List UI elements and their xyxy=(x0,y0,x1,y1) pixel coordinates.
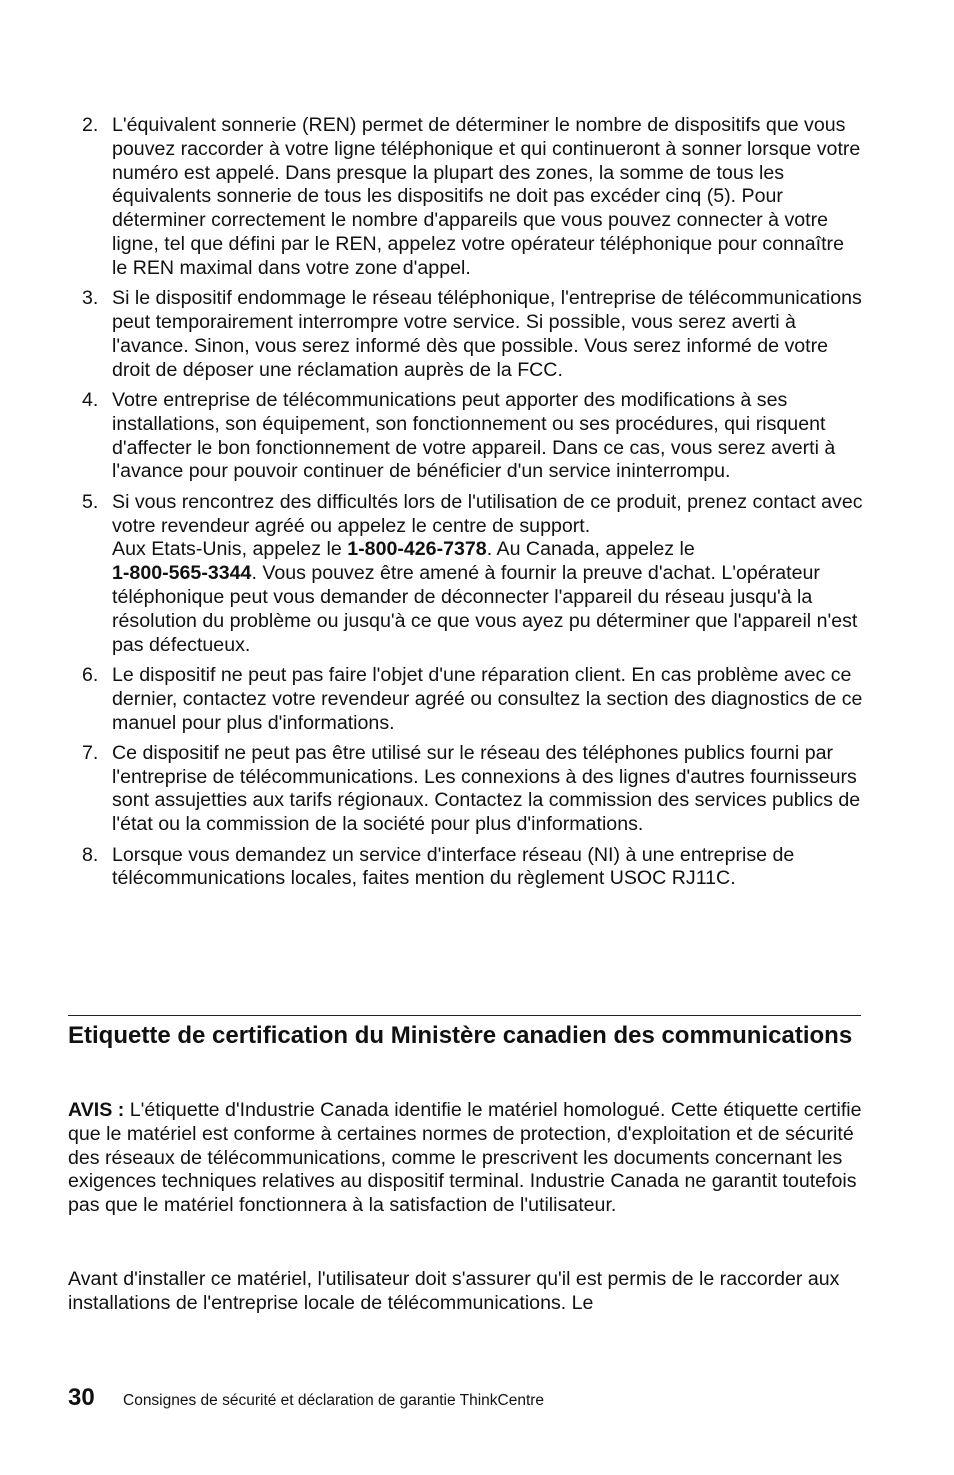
numbered-list xyxy=(68,114,863,898)
list-item-text: Le dispositif ne peut pas faire l'objet d'une réparation client. En cas problème avec ce dernier, contactez votre revendeur agréé ou consultez la section des diagnostics de ce manuel pour plus d'informations. xyxy=(112,663,863,734)
list-item-text: Si le dispositif endommage le réseau téléphonique, l'entreprise de télécommunications peut temporairement interrompre votre service. Si possible, vous serez averti à l'avance. Sinon, vous serez informé dès que possible. Vous serez informé de votre droit de déposer une réclamation auprès de la FCC. xyxy=(112,287,862,381)
installation-paragraph: Avant d'installer ce matériel, l'utilisateur doit s'assurer qu'il est permis de le raccorder aux installations de l'entreprise locale de télécommunications. Le xyxy=(68,1268,840,1314)
list-item-text: Votre entreprise de télécommunications peut apporter des modifications à ses installations, son équipement, son fonctionnement ou ses procédures, qui risquent d'affecter le bon fonctionnement de votre appareil. Dans ce cas, vous serez averti à l'avance pour pouvoir continuer de bénéficier d'un service ininterrompu. xyxy=(112,388,836,483)
list-item-text: Lorsque vous demandez un service d'interface réseau (NI) à une entreprise de télécommunications locales, faites mention du règlement USOC RJ11C. xyxy=(112,843,795,890)
list-item xyxy=(68,389,863,484)
notice-paragraph xyxy=(68,1099,863,1218)
section-divider xyxy=(68,1015,861,1016)
canada-call-text: . Au Canada, appelez le xyxy=(486,538,695,561)
list-item xyxy=(68,114,863,281)
page-number: 30 xyxy=(68,1384,95,1411)
list-item-text: Ce dispositif ne peut pas être utilisé sur le réseau des téléphones publics fourni par l'entreprise de télécommunications. Les connexions à des lignes d'autres fournisseurs sont assujetties aux tarifs régionaux. Contactez la commission des services publics de l'état ou la commission de la société pour plus d'informations. xyxy=(112,741,861,836)
us-phone-number: 1-800-426-7378 xyxy=(347,538,487,561)
us-call-text: Aux Etats-Unis, appelez le xyxy=(112,538,342,561)
list-item xyxy=(68,287,863,382)
list-item-number: 2. xyxy=(82,114,99,136)
list-item xyxy=(68,491,863,658)
list-item-number: 7. xyxy=(82,741,99,764)
list-item xyxy=(68,844,863,892)
notice-label: AVIS : xyxy=(68,1099,125,1121)
support-closing-text: . Vous pouvez être amené à fournir la preuve d'achat. L'opérateur téléphonique peut vous demander de déconnecter l'appareil du réseau jusqu'à la résolution du problème ou jusqu'à ce que vous ayez pu déterminer que l'appareil n'est pas défectueux. xyxy=(112,562,858,656)
list-item-number: 5. xyxy=(82,490,99,513)
list-item-number: 8. xyxy=(82,843,99,866)
list-item xyxy=(68,664,863,735)
list-item-number: 4. xyxy=(82,388,99,411)
canada-phone-number: 1-800-565-3344 xyxy=(112,562,252,585)
list-item-text: L'équivalent sonnerie (REN) permet de déterminer le nombre de dispositifs que vous pouvez raccorder à votre ligne téléphonique et qui continueront à sonner lorsque votre numéro est appelé. Dans presque la plupart des zones, la somme de tous les équivalents sonnerie de tous les dispositifs ne doit pas excéder cinq (5). Pour déterminer correctement le nombre d'appareils que vous pouvez connecter à votre ligne, tel que défini par le REN, appelez votre opérateur téléphonique pour connaître le REN maximal dans votre zone d'appel. xyxy=(112,114,861,279)
page-footer xyxy=(68,1382,863,1416)
list-item-number: 3. xyxy=(82,287,99,310)
section-heading: Etiquette de certification du Ministère canadien des communications xyxy=(68,1022,853,1049)
list-item-text xyxy=(112,491,863,658)
list-item xyxy=(68,742,863,837)
support-intro-text: Si vous rencontrez des difficultés lors de l'utilisation de ce produit, prenez contact avec votre revendeur agréé ou appelez le centre de support. xyxy=(112,490,863,537)
list-item-number: 6. xyxy=(82,663,99,686)
notice-text: L'étiquette d'Industrie Canada identifie le matériel homologué. Cette étiquette certifie que le matériel est conforme à certaines normes de protection, d'exploitation et de sécurité des réseaux de télécommunications, comme le prescrivent les documents concernant les exigences techniques relatives au dispositif terminal. Industrie Canada ne garantit toutefois pas que le matériel fonctionnera à la satisfaction de l'utilisateur. xyxy=(68,1099,862,1217)
footer-title: Consignes de sécurité et déclaration de garantie ThinkCentre xyxy=(123,1392,545,1409)
